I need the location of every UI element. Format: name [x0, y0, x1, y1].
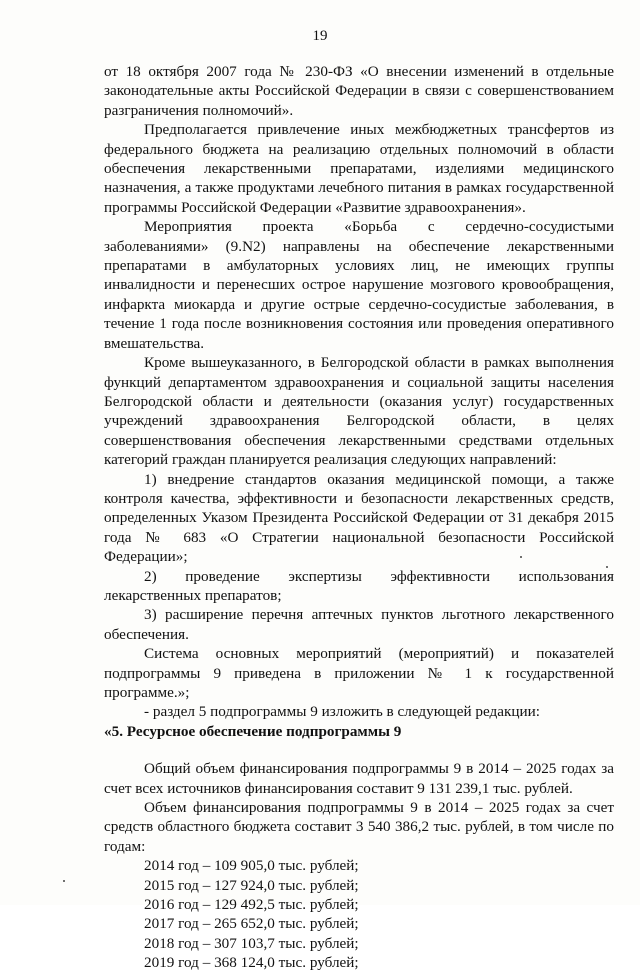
list-item: 1) внедрение стандартов оказания медицинской помощи, а также контроля качества, эффективности и безопасности лекарственных средств, определенных Указом Президента Российской Федерации от 31 декабря 2015 года № 683 «О Стратегии национальной безопасности Российской Федерации»;	[104, 470, 614, 566]
paragraph: Объем финансирования подпрограммы 9 в 2014 – 2025 годах за счет средств областного бюджета составит 3 540 386,2 тыс. рублей, в том числе по годам:	[104, 799, 614, 855]
paragraph: Мероприятия проекта «Борьба с сердечно-сосудистыми заболеваниями» (9.N2) направлены на обеспечение лекарственными препаратами в амбулаторных условиях лиц, не имеющих группы инвалидности и перенесших острое нарушение мозгового кровообращения, инфаркта миокарда и другие острые сердечно-сосудистые заболевания, в течение 1 года после возникновения состояния или проведения оперативного вмешательства.	[104, 218, 614, 352]
year-line: 2017 год – 265 652,0 тыс. рублей;	[144, 915, 359, 933]
year-line: 2016 год – 129 492,5 тыс. рублей;	[144, 896, 359, 914]
list-item: 3) расширение перечня аптечных пунктов льготного лекарственного обеспечения.	[104, 606, 614, 643]
paragraph: - раздел 5 подпрограммы 9 изложить в следующей редакции:	[144, 703, 540, 721]
paragraph: от 18 октября 2007 года № 230-ФЗ «О внесении изменений в отдельные законодательные акты Российской Федерации в связи с совершенствованием разграничения полномочий».	[104, 63, 614, 119]
paragraph: Система основных мероприятий (мероприятий) и показателей подпрограммы 9 приведена в приложении № 1 к государственной программе.»;	[104, 645, 614, 701]
spacer	[104, 741, 614, 759]
year-line: 2015 год – 127 924,0 тыс. рублей;	[144, 876, 359, 894]
scan-speck	[63, 880, 65, 882]
section-heading: «5. Ресурсное обеспечение подпрограммы 9	[104, 722, 402, 740]
paragraph: Кроме вышеуказанного, в Белгородской области в рамках выполнения функций департаментом здравоохранения и социальной защиты населения Белгородской области и деятельности (оказания услуг) государственных учреждений здравоохранения Белгородской области, в целях совершенствования обеспечения лекарственными средствами отдельных категорий граждан планируется реализация следующих направлений:	[104, 354, 614, 469]
page-number: 19	[312, 28, 328, 44]
paragraph: Предполагается привлечение иных межбюджетных трансфертов из федерального бюджета на реализацию отдельных полномочий в области обеспечения лекарственными препаратами, изделиями медицинского назначения, а также продуктами лечебного питания в рамках государственной программы Российской Федерации «Развитие здравоохранения».	[104, 121, 614, 216]
funding-by-year-list	[104, 856, 614, 972]
year-line: 2014 год – 109 905,0 тыс. рублей;	[144, 857, 359, 875]
scan-speck	[520, 556, 522, 558]
scan-speck	[606, 566, 608, 568]
document-body	[104, 62, 614, 973]
year-line: 2018 год – 307 103,7 тыс. рублей;	[144, 934, 359, 952]
year-line: 2019 год – 368 124,0 тыс. рублей;	[144, 954, 359, 972]
list-item: 2) проведение экспертизы эффективности использования лекарственных препаратов;	[104, 567, 614, 604]
paragraph: Общий объем финансирования подпрограммы 9 в 2014 – 2025 годах за счет всех источников финансирования составит 9 131 239,1 тыс. рублей.	[104, 760, 614, 797]
